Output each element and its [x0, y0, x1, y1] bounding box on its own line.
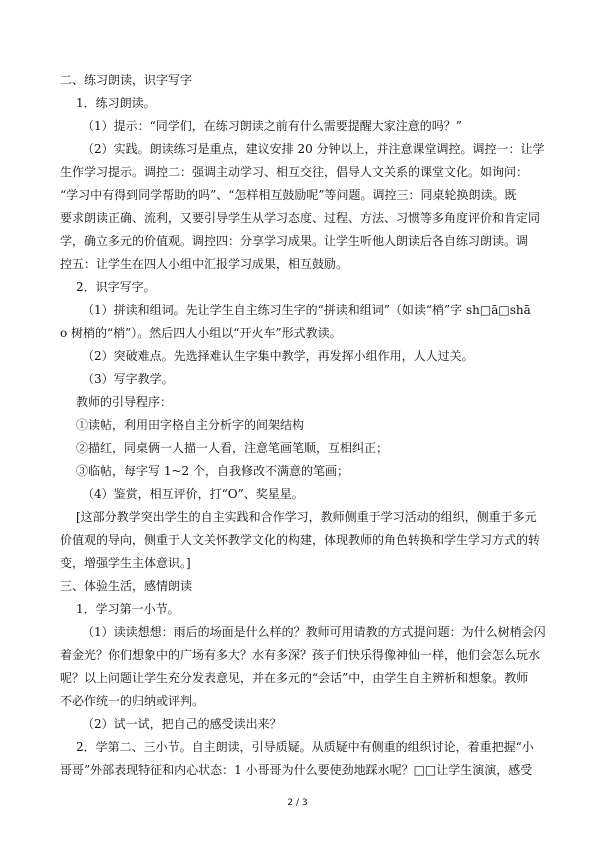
paragraph-line: 着金光？你们想象中的广场有多大？水有多深？孩子们快乐得像神仙一样，他们会怎么玩水	[60, 648, 541, 662]
list-item: ①读帖，利用田字格自主分析字的间架结构	[76, 418, 305, 432]
paragraph-line: o 树梢的“梢”）。然后四人小组以“开火车”形式教读。	[60, 326, 342, 340]
subsection-heading: 1．练习朗读。	[76, 96, 156, 110]
paragraph-line: 不必作统一的归纳或评判。	[60, 694, 205, 708]
paragraph-line: 价值观的导向，侧重于人文关怀教学文化的构建，体现教师的角色转换和学生学习方式的转	[60, 533, 541, 547]
section-heading-3: 三、体验生活，感情朗读	[60, 579, 193, 593]
paragraph-line: 控五：让学生在四人小组中汇报学习成果，相互鼓励。	[60, 257, 349, 271]
subsection-heading: 1．学习第一小节。	[76, 602, 180, 616]
paragraph-line: 生作学习提示。调控二：强调主动学习、相互交往，倡导人文关系的课堂文化。如询问：	[60, 165, 529, 179]
paragraph-line: 要求朗读正确、流利，又要引导学生从学习态度、过程、方法、习惯等多角度评价和肯定同	[60, 211, 541, 225]
paragraph-line: （4）鉴赏，相互评价，打“O”、奖星星。	[82, 487, 304, 501]
paragraph-line: （1）拼读和组词。先让学生自主练习生字的“拼读和组词”（如读“梢”字 sh□ā□shā	[82, 303, 531, 317]
page-number: 2 / 3	[287, 798, 308, 808]
section-heading-2: 二、练习朗读，识字写字	[60, 73, 193, 87]
paragraph-line: 教师的引导程序：	[76, 395, 173, 409]
subsection-heading: 2．识字写字。	[76, 280, 156, 294]
paragraph-line: 学，确立多元的价值观。调控四：分享学习成果。让学生听他人朗读后各自练习朗读。调	[60, 234, 529, 248]
paragraph-line: “学习中有得到同学帮助的吗”、“怎样相互鼓励呢”等问题。调控三：同桌轮换朗读。既	[60, 188, 517, 202]
paragraph-line: （2）实践。朗读练习是重点，建议安排 20 分钟以上，并注意课堂调控。调控一：让学	[82, 142, 545, 156]
paragraph-line: （3）写字教学。	[82, 372, 174, 386]
paragraph-line: [这部分教学突出学生的自主实践和合作学习，教师侧重于学习活动的组织，侧重于多元	[76, 510, 537, 524]
paragraph-line: 呢？以上问题让学生充分发表意见，并在多元的“会话”中，由学生自主辨析和想象。教师	[60, 671, 529, 685]
paragraph-line: （2）试一试，把自己的感受读出来？	[82, 717, 282, 731]
paragraph-line: 变，增强学生主体意识。]	[60, 556, 191, 570]
list-item: ③临帖，每字写 1~2 个，自我修改不满意的笔画；	[76, 464, 349, 478]
paragraph-line: 2．学第二、三小节。自主朗读，引导质疑。从质疑中有侧重的组织讨论，着重把握“小	[76, 740, 534, 754]
document-body	[60, 69, 546, 782]
list-item: ②描红，同桌俩一人描一人看，注意笔画笔顺，互相纠正；	[76, 441, 389, 455]
paragraph-line: 哥哥”外部表现特征和内心状态：1 小哥哥为什么要使劲地踩水呢？□□让学生演演，感受	[60, 763, 533, 777]
paragraph-line: （1）提示：“同学们，在练习朗读之前有什么需要提醒大家注意的吗？”	[82, 119, 462, 133]
paragraph-line: （2）突破难点。先选择难认生字集中教学，再发挥小组作用，人人过关。	[82, 349, 474, 363]
paragraph-line: （1）读读想想：雨后的场面是什么样的？教师可用请教的方式提问题：为什么树梢会闪	[82, 625, 546, 639]
